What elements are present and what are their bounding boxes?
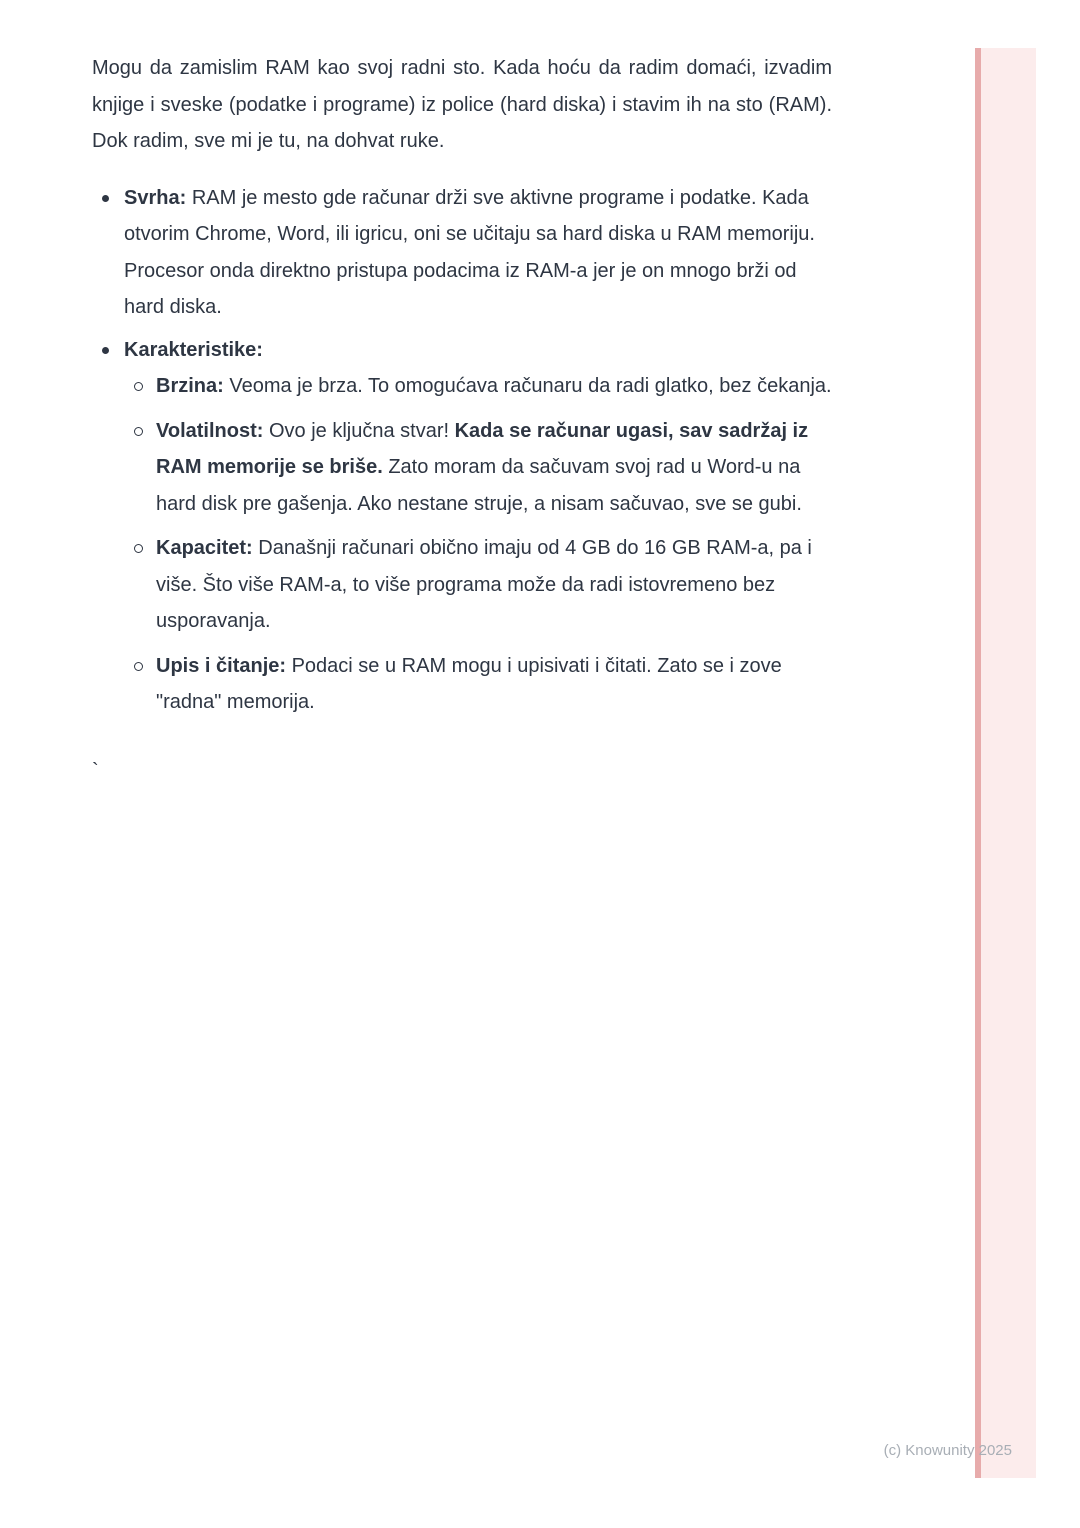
bullet-list [92, 180, 832, 729]
sub-bullet-list [124, 368, 832, 721]
bullet-label: Karakteristike: [124, 338, 263, 361]
page-edge-stripe [975, 48, 1036, 1478]
bullet-text [124, 332, 832, 729]
bullet-marker [92, 180, 124, 326]
bullet-item-karakteristike [92, 332, 832, 729]
bullet-item-svrha [92, 180, 832, 326]
bullet-label: Svrha: [124, 186, 187, 209]
bullet-disc-icon [102, 347, 109, 354]
sub-bullet-marker [124, 413, 156, 523]
bullet-text [124, 180, 832, 326]
sub-bullet-item-brzina [124, 368, 832, 405]
bullet-circle-icon [134, 382, 143, 391]
sub-bullet-item-kapacitet [124, 530, 832, 640]
sub-bullet-text [156, 368, 832, 405]
intro-paragraph: Mogu da zamislim RAM kao svoj radni sto. Kada hoću da radim domaći, izvadim knjige i sveske (podatke i programe) iz police (hard diska) i stavim ih na sto (RAM). Dok radim, sve mi je tu, na dohvat ruke. [92, 57, 832, 152]
sub-bullet-text [156, 413, 832, 523]
sub-bullet-label: Volatilnost: [156, 419, 264, 442]
bullet-circle-icon [134, 544, 143, 553]
bullet-disc-icon [102, 195, 109, 202]
sub-bullet-body: Današnji računari obično imaju od 4 GB do 16 GB RAM-a, pa i više. Što više RAM-a, to više programa može da radi istovremeno bez usporavanja. [156, 537, 812, 632]
document-content [92, 50, 832, 735]
sub-bullet-bold-text: Kada se računar ugasi, sav sadržaj iz RAM memorije se briše. [156, 419, 809, 478]
sub-bullet-body: Podaci se u RAM mogu i upisivati i čitati. Zato se i zove "radna" memorija. [156, 654, 782, 713]
bullet-circle-icon [134, 427, 143, 436]
bullet-circle-icon [134, 662, 143, 671]
sub-bullet-marker [124, 530, 156, 640]
sub-bullet-text [156, 530, 832, 640]
sub-bullet-text [156, 648, 832, 721]
sub-bullet-label: Brzina: [156, 375, 224, 397]
sub-bullet-body: Zato moram da sačuvam svoj rad u Word-u na hard disk pre gašenja. Ako nestane struje, a nisam sačuvao, sve se gubi. [156, 456, 802, 515]
sub-bullet-marker [124, 368, 156, 405]
sub-bullet-item-volatilnost [124, 413, 832, 523]
copyright-watermark: (c) Knowunity 2025 [883, 1442, 1012, 1459]
stray-backtick-character: ` [92, 760, 99, 782]
sub-bullet-marker [124, 648, 156, 721]
sub-bullet-body: Ovo je ključna stvar! [268, 419, 450, 442]
sub-bullet-label: Upis i čitanje: [156, 654, 287, 677]
bullet-marker [92, 332, 124, 729]
sub-bullet-body: Veoma je brza. To omogućava računaru da radi glatko, bez čekanja. [229, 375, 832, 397]
bullet-body: RAM je mesto gde računar drži sve aktivne programe i podatke. Kada otvorim Chrome, Word, ili igricu, oni se učitaju sa hard diska u RAM memoriju. Procesor onda direktno pristupa podacima iz RAM-a jer je on mnogo brži od hard diska. [124, 186, 815, 318]
sub-bullet-label: Kapacitet: [156, 537, 253, 559]
sub-bullet-item-upis-citanje [124, 648, 832, 721]
